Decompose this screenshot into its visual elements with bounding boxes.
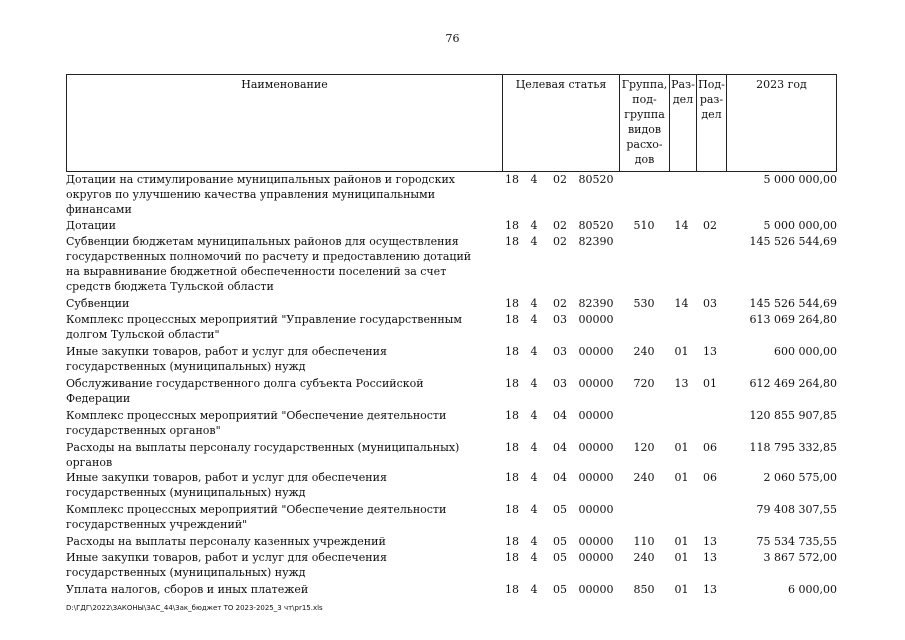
amount-2023: 600 000,00: [774, 345, 837, 358]
code-direction: 00000: [578, 535, 614, 548]
section-code: 01: [674, 441, 689, 454]
section-code: 01: [674, 583, 689, 596]
code-program: 18: [505, 313, 519, 326]
section-code: 14: [674, 297, 689, 310]
section-code: 01: [674, 535, 689, 548]
amount-2023: 79 408 307,55: [756, 503, 837, 516]
subsection-code: 01: [703, 377, 717, 390]
amount-2023: 118 795 332,85: [749, 441, 837, 454]
table-row: [66, 470, 837, 502]
code-element: 04: [553, 409, 567, 422]
table-row: [66, 296, 837, 312]
header-group: Группа, под- группа видов расхо- дов: [619, 75, 669, 171]
row-name: Субвенции бюджетам муниципальных районов для осуществления государственных полномочий по расчету и предоставлению дотаций на выравнивание бюджетной обеспеченности поселений за счет средств бюджета Тульской области: [66, 235, 472, 293]
code-direction: 80520: [578, 173, 614, 186]
code-subprogram: 4: [530, 503, 538, 516]
code-direction: 00000: [578, 503, 614, 516]
row-name: Комплекс процессных мероприятий "Управление государственным долгом Тульской области": [66, 313, 462, 341]
expense-group: 850: [633, 583, 655, 596]
code-element: 02: [553, 235, 567, 248]
code-element: 05: [553, 535, 567, 548]
code-element: 02: [553, 297, 567, 310]
code-subprogram: 4: [530, 551, 538, 564]
code-element: 02: [553, 219, 567, 232]
code-element: 02: [553, 173, 567, 186]
code-subprogram: 4: [530, 173, 538, 186]
code-subprogram: 4: [530, 219, 538, 232]
table-row: [66, 218, 837, 234]
expense-group: 530: [633, 297, 655, 310]
header-year: 2023 год: [726, 75, 836, 171]
code-direction: 00000: [578, 441, 614, 454]
subsection-code: 03: [703, 297, 717, 310]
amount-2023: 3 867 572,00: [763, 551, 837, 564]
row-name: Субвенции: [66, 297, 130, 310]
amount-2023: 120 855 907,85: [749, 409, 837, 422]
header-name: Наименование: [241, 78, 328, 91]
code-program: 18: [505, 297, 519, 310]
code-direction: 00000: [578, 583, 614, 596]
subsection-code: 13: [703, 535, 717, 548]
table-row: [66, 582, 837, 598]
code-direction: 80520: [578, 219, 614, 232]
code-program: 18: [505, 173, 519, 186]
subsection-code: 13: [703, 345, 717, 358]
header-subsection: Под- раз- дел: [696, 75, 726, 171]
table-row: [66, 234, 837, 296]
code-program: 18: [505, 535, 519, 548]
row-name: Иные закупки товаров, работ и услуг для обеспечения государственных (муниципальных) нужд: [66, 551, 387, 579]
code-program: 18: [505, 471, 519, 484]
amount-2023: 6 000,00: [788, 583, 837, 596]
row-name: Комплекс процессных мероприятий "Обеспечение деятельности государственных органов": [66, 409, 447, 437]
amount-2023: 145 526 544,69: [749, 297, 837, 310]
table-row: [66, 408, 837, 440]
code-element: 04: [553, 441, 567, 454]
code-direction: 00000: [578, 313, 614, 326]
table-row: [66, 172, 837, 218]
table-row: [66, 502, 837, 534]
row-name: Обслуживание государственного долга субъекта Российской Федерации: [66, 377, 424, 405]
code-direction: 00000: [578, 345, 614, 358]
code-direction: 82390: [578, 297, 614, 310]
row-name: Дотации на стимулирование муниципальных районов и городских округов по улучшению качества управления муниципальными финансами: [66, 173, 456, 216]
code-direction: 82390: [578, 235, 614, 248]
code-subprogram: 4: [530, 297, 538, 310]
amount-2023: 2 060 575,00: [763, 471, 837, 484]
row-name: Расходы на выплаты персоналу государственных (муниципальных) органов: [66, 441, 460, 469]
expense-group: 120: [633, 441, 655, 454]
code-program: 18: [505, 409, 519, 422]
amount-2023: 145 526 544,69: [749, 235, 837, 248]
table-row: [66, 534, 837, 550]
expense-group: 110: [633, 535, 655, 548]
expense-group: 240: [633, 345, 655, 358]
row-name: Комплекс процессных мероприятий "Обеспечение деятельности государственных учреждений": [66, 503, 447, 531]
amount-2023: 612 469 264,80: [749, 377, 837, 390]
code-program: 18: [505, 235, 519, 248]
code-program: 18: [505, 503, 519, 516]
table-body: [66, 172, 837, 602]
section-code: 01: [674, 345, 689, 358]
subsection-code: 06: [703, 471, 717, 484]
code-subprogram: 4: [530, 377, 538, 390]
expense-group: 240: [633, 551, 655, 564]
section-code: 13: [674, 377, 689, 390]
code-element: 05: [553, 503, 567, 516]
row-name: Дотации: [66, 219, 116, 232]
amount-2023: 5 000 000,00: [763, 173, 837, 186]
row-name: Расходы на выплаты персоналу казенных учреждений: [66, 535, 386, 548]
code-subprogram: 4: [530, 345, 538, 358]
code-program: 18: [505, 583, 519, 596]
subsection-code: 02: [703, 219, 717, 232]
code-program: 18: [505, 441, 519, 454]
table-row: [66, 440, 837, 470]
code-direction: 00000: [578, 377, 614, 390]
table-row: [66, 376, 837, 408]
amount-2023: 5 000 000,00: [763, 219, 837, 232]
amount-2023: 75 534 735,55: [756, 535, 837, 548]
code-element: 03: [553, 313, 567, 326]
code-element: 03: [553, 345, 567, 358]
code-subprogram: 4: [530, 441, 538, 454]
header-section: Раз- дел: [669, 75, 696, 171]
section-code: 01: [674, 471, 689, 484]
section-code: 01: [674, 551, 689, 564]
row-name: Уплата налогов, сборов и иных платежей: [66, 583, 309, 596]
table-row: [66, 312, 837, 344]
code-element: 03: [553, 377, 567, 390]
code-direction: 00000: [578, 551, 614, 564]
table-row: [66, 344, 837, 376]
subsection-code: 06: [703, 441, 717, 454]
code-direction: 00000: [578, 471, 614, 484]
table-row: [66, 550, 837, 582]
code-subprogram: 4: [530, 235, 538, 248]
code-program: 18: [505, 377, 519, 390]
row-name: Иные закупки товаров, работ и услуг для обеспечения государственных (муниципальных) нужд: [66, 345, 387, 373]
subsection-code: 13: [703, 583, 717, 596]
table-header: [66, 74, 837, 172]
expense-group: 240: [633, 471, 655, 484]
expense-group: 720: [633, 377, 655, 390]
code-subprogram: 4: [530, 313, 538, 326]
page-number: 76: [445, 32, 460, 45]
budget-table: [66, 74, 837, 602]
code-element: 05: [553, 551, 567, 564]
section-code: 14: [674, 219, 689, 232]
code-element: 04: [553, 471, 567, 484]
code-subprogram: 4: [530, 409, 538, 422]
code-program: 18: [505, 551, 519, 564]
code-program: 18: [505, 345, 519, 358]
code-program: 18: [505, 219, 519, 232]
header-target: Целевая статья: [502, 75, 619, 171]
amount-2023: 613 069 264,80: [749, 313, 837, 326]
row-name: Иные закупки товаров, работ и услуг для обеспечения государственных (муниципальных) нужд: [66, 471, 387, 499]
code-subprogram: 4: [530, 471, 538, 484]
code-subprogram: 4: [530, 583, 538, 596]
code-element: 05: [553, 583, 567, 596]
code-direction: 00000: [578, 409, 614, 422]
file-path: D:\ГДГ\2022\ЗАКОНЫ\ЗАС_44\Зак_бюджет ТО 2023-2025_3 чт\pr15.xls: [66, 604, 323, 612]
expense-group: 510: [633, 219, 655, 232]
subsection-code: 13: [703, 551, 717, 564]
code-subprogram: 4: [530, 535, 538, 548]
